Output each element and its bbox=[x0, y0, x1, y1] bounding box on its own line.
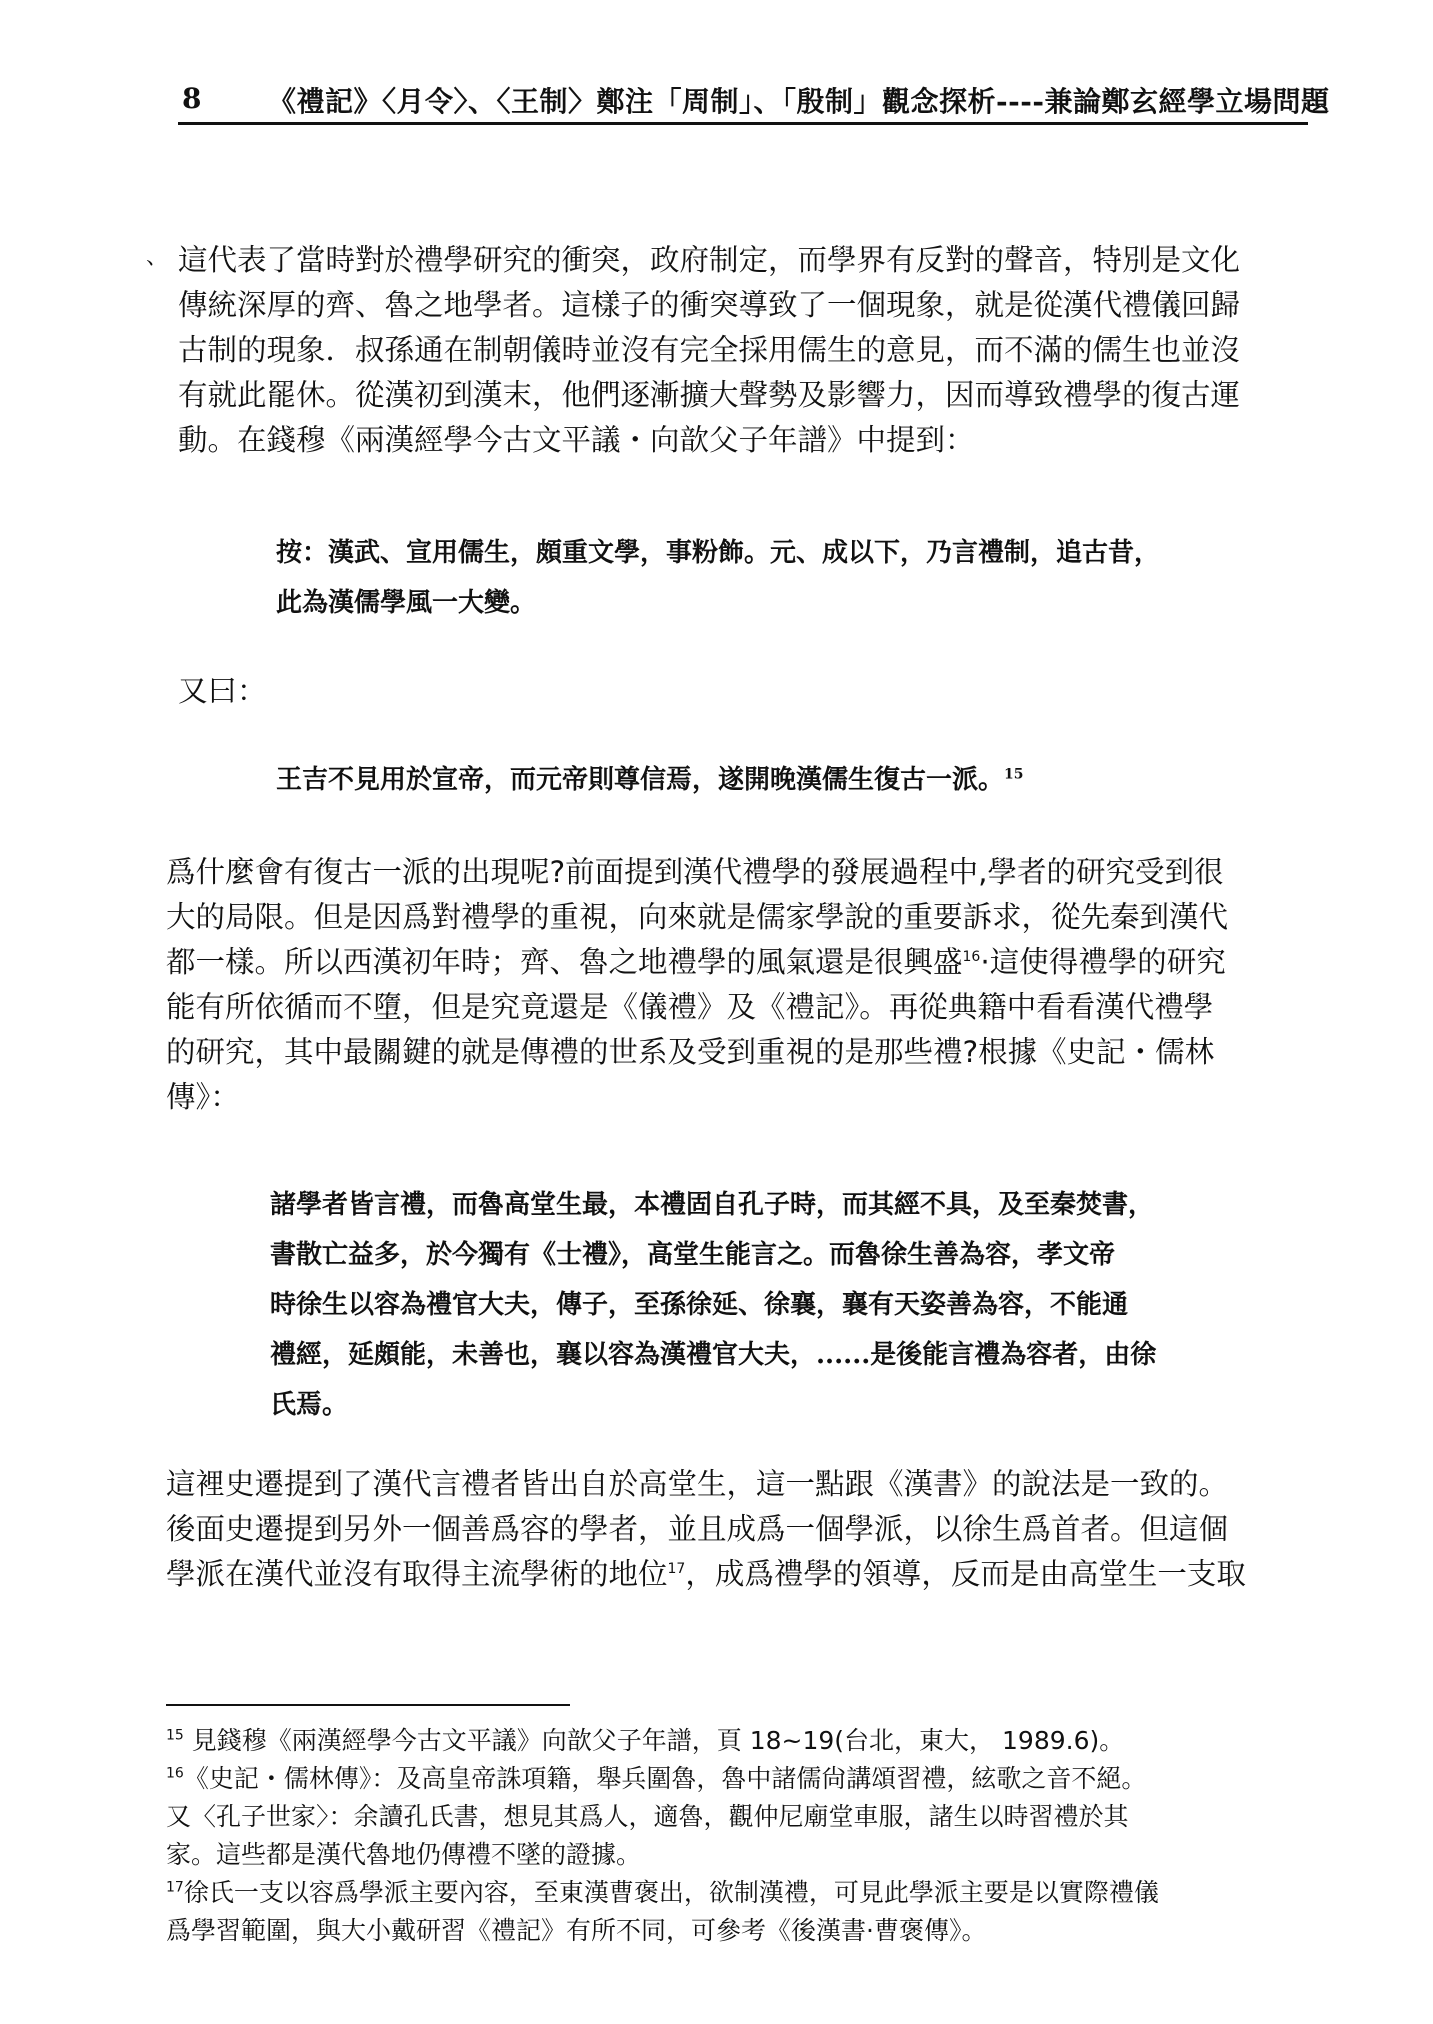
quote-line: 書散亡益多，於今獨有《士禮》，高堂生能言之。而魯徐生善為容，孝文帝 bbox=[270, 1240, 1116, 1270]
paragraph-2 bbox=[166, 850, 1228, 1120]
quote-line: 氏焉。 bbox=[270, 1390, 349, 1420]
text-line bbox=[166, 940, 1228, 985]
block-quote-3 bbox=[270, 1180, 1156, 1430]
page-header bbox=[178, 78, 1330, 125]
quote-line: 此為漢儒學風一大變。 bbox=[276, 588, 537, 618]
quote-line: 按：漢武、宣用儒生，頗重文學，事粉飾。元、成以下，乃言禮制，追古昔， bbox=[276, 538, 1161, 568]
footnote-ref: 17 bbox=[667, 1561, 686, 1578]
text-segment: ·這使得禮學的研究 bbox=[980, 945, 1226, 979]
text-segment: 都一樣。所以西漢初年時；齊、魯之地禮學的風氣還是很興盛 bbox=[166, 945, 963, 979]
text-segment: ，成爲禮學的領導，反而是由高堂生一支取 bbox=[685, 1557, 1246, 1591]
footnote-text: 《史記・儒林傳》：及高皇帝誅項籍，舉兵圍魯，魯中諸儒尙講頌習禮，絃歌之音不絕。 bbox=[183, 1764, 1147, 1793]
block-quote-1 bbox=[276, 528, 1160, 628]
footnote-15 bbox=[166, 1722, 1316, 1760]
footnote-text: 見錢穆《兩漢經學今古文平議》向歆父子年譜，頁 18~19(台北，東大， 1989.6)。 bbox=[191, 1726, 1125, 1755]
paragraph-3 bbox=[166, 1462, 1246, 1597]
quote-line: 諸學者皆言禮，而魯高堂生最，本禮固自孔子時，而其經不具，及至秦焚書， bbox=[270, 1190, 1155, 1220]
block-quote-2 bbox=[276, 755, 1024, 805]
running-title: 《禮記》〈月令〉、〈王制〉鄭注「周制」、「殷制」觀念探析----兼論鄭玄經學立場問題 bbox=[268, 85, 1330, 118]
again-label: 又曰： bbox=[178, 674, 267, 708]
margin-mark: 、 bbox=[146, 245, 169, 270]
footnote-line: 爲學習範圍，與大小戴研習《禮記》有所不同，可參考《後漢書·曹褒傳》。 bbox=[166, 1916, 987, 1945]
footnote-number: 16 bbox=[166, 1765, 184, 1782]
text-line: 的研究，其中最關鍵的就是傳禮的世系及受到重視的是那些禮?根據《史記・儒林 bbox=[166, 1035, 1215, 1069]
text-line: 動。在錢穆《兩漢經學今古文平議・向歆父子年譜》中提到： bbox=[178, 423, 975, 457]
footnote-line: 又〈孔子世家〉：余讀孔氏書，想見其爲人，適魯，觀仲尼廟堂車服，諸生以時習禮於其 bbox=[166, 1802, 1129, 1831]
text-line: 大的局限。但是因爲對禮學的重視，向來就是儒家學說的重要訴求，從先秦到漢代 bbox=[166, 900, 1229, 934]
footnote-ref: 16 bbox=[962, 949, 981, 966]
quote-line: 禮經，延頗能，未善也，襄以容為漢禮官大夫，......是後能言禮為容者，由徐 bbox=[270, 1340, 1157, 1370]
footnote-ref: 15 bbox=[1004, 766, 1024, 783]
footnote-17 bbox=[166, 1874, 1316, 1912]
page-number: 8 bbox=[182, 82, 202, 115]
footnote-number: 17 bbox=[166, 1879, 184, 1896]
text-line: 傳》： bbox=[166, 1080, 240, 1114]
footnote-number: 15 bbox=[166, 1727, 184, 1744]
text-line: 古制的現象．叔孫通在制朝儀時並沒有完全採用儒生的意見，而不滿的儒生也並沒 bbox=[178, 333, 1241, 367]
text-line: 能有所依循而不墮，但是究竟還是《儀禮》及《禮記》。再從典籍中看看漢代禮學 bbox=[166, 990, 1214, 1024]
quote-line bbox=[276, 755, 1024, 805]
footnote-text: 徐氏一支以容爲學派主要內容，至東漢曹褒出，欲制漢禮，可見此學派主要是以實際禮儀 bbox=[183, 1878, 1159, 1907]
text-line: 這裡史遷提到了漢代言禮者皆出自於高堂生，這一點跟《漢書》的說法是一致的。 bbox=[166, 1467, 1229, 1501]
text-line: 爲什麼會有復古一派的出現呢?前面提到漢代禮學的發展過程中,學者的研究受到很 bbox=[166, 855, 1224, 889]
footnote-divider bbox=[166, 1704, 570, 1706]
text-line: 後面史遷提到另外一個善爲容的學者，並且成爲一個學派，以徐生爲首者。但這個 bbox=[166, 1512, 1229, 1546]
quote-text: 王吉不見用於宣帝，而元帝則尊信焉，遂開晚漢儒生復古一派。 bbox=[276, 765, 1005, 795]
quote-line: 時徐生以容為禮官大夫，傳子，至孫徐延、徐襄，襄有天姿善為容，不能通 bbox=[270, 1290, 1129, 1320]
footnote-16 bbox=[166, 1760, 1316, 1798]
footnote-line: 家。這些都是漢代魯地仍傳禮不墜的證據。 bbox=[166, 1840, 642, 1869]
paragraph-1 bbox=[178, 238, 1240, 463]
text-line: 有就此罷休。從漢初到漢末，他們逐漸擴大聲勢及影響力，因而導致禮學的復古運 bbox=[178, 378, 1241, 412]
text-line bbox=[166, 1552, 1246, 1597]
text-line: 這代表了當時對於禮學研究的衝突，政府制定，而學界有反對的聲音，特別是文化 bbox=[178, 243, 1241, 277]
footnotes bbox=[166, 1722, 1316, 1950]
text-segment: 學派在漢代並沒有取得主流學術的地位 bbox=[166, 1557, 668, 1591]
text-line: 傳統深厚的齊、魯之地學者。這樣子的衝突導致了一個現象，就是從漢代禮儀回歸 bbox=[178, 288, 1241, 322]
